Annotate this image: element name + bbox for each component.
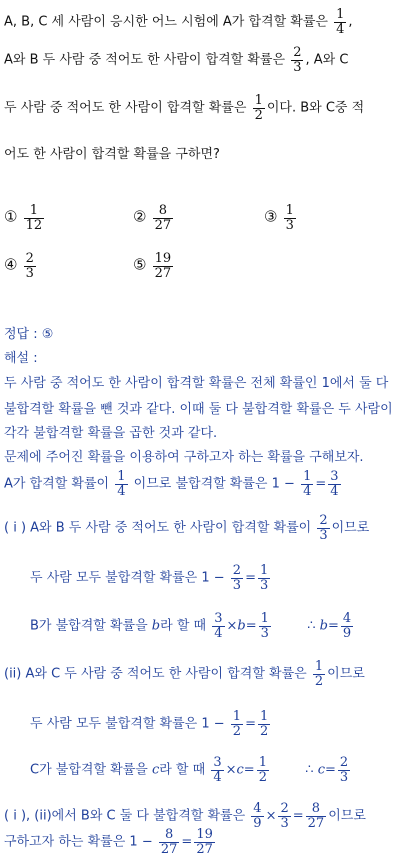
text: 두 사람 모두 불합격할 확률은 1 − <box>30 570 225 586</box>
numerator: 4 <box>342 611 352 626</box>
fraction <box>328 470 340 498</box>
numerator: 8 <box>164 827 174 842</box>
fraction <box>258 564 270 592</box>
equals: = <box>292 808 304 824</box>
variable: c <box>236 762 244 778</box>
numerator: 2 <box>339 755 349 770</box>
equals: = <box>245 618 257 634</box>
fraction <box>257 756 269 784</box>
numerator: 1 <box>259 563 269 578</box>
numerator: 2 <box>293 45 302 60</box>
therefore-symbol: ∴ <box>305 762 314 778</box>
fraction <box>301 470 313 498</box>
text: 이므로 불합격할 확률은 1 − <box>133 476 295 492</box>
text: (ii) A와 C 두 사람 중 적어도 한 사람이 합격할 확률은 <box>4 666 307 682</box>
numerator: 1 <box>29 203 38 218</box>
solution-a-line <box>4 470 343 498</box>
denominator: 3 <box>319 527 328 543</box>
numerator: 4 <box>253 801 262 816</box>
denominator: 3 <box>259 577 269 593</box>
denominator: 2 <box>258 769 267 785</box>
choice-mark: ② <box>133 207 147 226</box>
solution-paragraph-4: 문제에 주어진 확률을 이용하여 구하고자 하는 확률을 구해보자. <box>4 450 364 465</box>
equals: = <box>243 762 255 778</box>
denominator: 2 <box>314 673 324 689</box>
equals: = <box>245 716 256 732</box>
fraction <box>253 94 265 122</box>
problem-line-2 <box>4 46 348 74</box>
denominator: 4 <box>330 483 339 499</box>
solution-paragraph-1: 두 사람 중 적어도 한 사람이 합격할 확률은 전체 확률인 1에서 둘 다 <box>4 376 389 391</box>
problem-text: 두 사람 중 적어도 한 사람이 합격할 확률은 <box>4 100 247 116</box>
denominator: 3 <box>285 217 294 233</box>
numerator: 2 <box>319 513 328 528</box>
denominator: 3 <box>280 815 289 831</box>
denominator: 4 <box>213 769 222 785</box>
variable: b <box>237 618 246 634</box>
denominator: 3 <box>25 265 34 281</box>
case-i-line-3 <box>30 612 355 640</box>
numerator: 1 <box>232 709 242 724</box>
combined-line <box>4 802 366 830</box>
choice-mark: ④ <box>4 255 18 274</box>
fraction <box>334 8 346 36</box>
denominator: 27 <box>196 841 213 857</box>
denominator: 3 <box>293 59 302 75</box>
denominator: 2 <box>254 107 263 123</box>
numerator: 2 <box>25 251 34 266</box>
equals: = <box>315 476 327 492</box>
text: ( i ) A와 B 두 사람 중 적어도 한 사람이 합격할 확률이 <box>4 520 312 536</box>
fraction <box>306 802 327 830</box>
times: × <box>226 618 238 634</box>
numerator: 1 <box>258 755 267 770</box>
text: 라 할 때 <box>159 762 206 778</box>
denominator: 4 <box>117 483 126 499</box>
equals: = <box>327 618 339 634</box>
equals: = <box>245 570 256 586</box>
numerator: 1 <box>259 709 269 724</box>
problem-text: , <box>348 14 353 30</box>
numerator: 3 <box>214 611 223 626</box>
variable: c <box>151 762 160 778</box>
fraction <box>313 660 325 688</box>
fraction <box>251 802 263 830</box>
fraction <box>24 252 36 280</box>
numerator: 8 <box>158 203 167 218</box>
choice-2[interactable] <box>133 204 175 232</box>
choice-mark: ① <box>4 207 18 226</box>
fraction <box>338 756 350 784</box>
problem-text: A와 B 두 사람 중 적어도 한 사람이 합격할 확률은 <box>4 52 286 68</box>
denominator: 27 <box>307 815 325 831</box>
numerator: 19 <box>196 827 213 842</box>
choice-4[interactable] <box>4 252 38 280</box>
choice-mark: ③ <box>264 207 278 226</box>
numerator: 19 <box>154 251 172 266</box>
text: C가 불합격할 확률을 <box>30 762 148 778</box>
times: × <box>265 808 277 824</box>
problem-line-3 <box>4 94 364 122</box>
fraction <box>24 204 45 232</box>
choice-1[interactable] <box>4 204 46 232</box>
fraction <box>278 802 290 830</box>
solution-paragraph-3: 각각 불합격할 확률을 곱한 것과 같다. <box>4 426 218 441</box>
text: ( i ), (ii)에서 B와 C 둘 다 불합격할 확률은 <box>4 808 246 824</box>
numerator: 1 <box>254 93 263 108</box>
fraction <box>153 204 174 232</box>
problem-text: 이다. B와 C중 적 <box>266 100 365 116</box>
text: A가 합격할 확률이 <box>4 476 110 492</box>
equals: = <box>181 834 193 850</box>
times: × <box>225 762 237 778</box>
problem-line-1 <box>4 8 353 36</box>
text: 구하고자 하는 확률은 1 − <box>4 834 153 850</box>
fraction <box>231 710 243 738</box>
denominator: 3 <box>339 769 349 785</box>
numerator: 2 <box>280 801 289 816</box>
denominator: 4 <box>336 21 345 37</box>
fraction <box>211 756 223 784</box>
denominator: 27 <box>160 841 178 857</box>
fraction <box>317 514 329 542</box>
numerator: 1 <box>303 469 312 484</box>
denominator: 3 <box>260 625 269 641</box>
fraction <box>194 828 215 856</box>
case-ii-line-1 <box>4 660 365 688</box>
numerator: 8 <box>311 801 321 816</box>
choice-5[interactable] <box>133 252 175 280</box>
case-ii-line-2 <box>30 710 272 738</box>
numerator: 1 <box>285 203 294 218</box>
fraction <box>212 612 224 640</box>
denominator: 2 <box>232 723 242 739</box>
denominator: 27 <box>154 265 172 281</box>
variable: b <box>319 618 328 634</box>
denominator: 12 <box>25 217 43 233</box>
denominator: 4 <box>303 483 312 499</box>
numerator: 1 <box>260 611 269 626</box>
fraction <box>159 828 180 856</box>
numerator: 1 <box>336 7 345 22</box>
denominator: 4 <box>214 625 223 641</box>
equals: = <box>324 762 336 778</box>
answer-label: 정답 : ⑤ <box>4 327 54 342</box>
denominator: 9 <box>253 815 262 831</box>
text: 두 사람 모두 불합격할 확률은 1 − <box>30 716 225 732</box>
denominator: 27 <box>154 217 172 233</box>
text: 라 할 때 <box>160 618 207 634</box>
numerator: 2 <box>232 563 242 578</box>
denominator: 9 <box>342 625 352 641</box>
explanation-label: 해설 : <box>4 351 38 366</box>
problem-text: A, B, C 세 사람이 응시한 어느 시험에 A가 합격할 확률은 <box>4 14 328 30</box>
numerator: 3 <box>213 755 222 770</box>
fraction <box>284 204 296 232</box>
text: 이므로 <box>328 808 366 824</box>
problem-line-4: 어도 한 사람이 합격할 확률을 구하면? <box>4 147 220 162</box>
case-i-line-1 <box>4 514 369 542</box>
fraction <box>153 252 174 280</box>
variable: b <box>151 618 161 634</box>
fraction <box>291 46 303 74</box>
case-i-line-2 <box>30 564 272 592</box>
solution-paragraph-2: 불합격할 확률을 뺀 것과 같다. 이때 둘 다 불합격할 확률은 두 사람이 <box>4 402 393 417</box>
numerator: 3 <box>330 469 339 484</box>
fraction <box>231 564 243 592</box>
choice-3[interactable] <box>264 204 298 232</box>
case-ii-line-3 <box>30 756 352 784</box>
denominator: 2 <box>259 723 269 739</box>
text: 이므로 <box>331 520 370 536</box>
denominator: 3 <box>232 577 242 593</box>
fraction <box>115 470 127 498</box>
problem-text: , A와 C <box>305 52 349 68</box>
fraction <box>259 612 271 640</box>
numerator: 1 <box>117 469 126 484</box>
numerator: 1 <box>314 659 324 674</box>
choice-mark: ⑤ <box>133 255 147 274</box>
therefore-symbol: ∴ <box>307 618 316 634</box>
final-line <box>4 828 217 856</box>
fraction <box>258 710 270 738</box>
variable: c <box>317 762 325 778</box>
text: B가 불합격할 확률을 <box>30 618 148 634</box>
text: 이므로 <box>327 666 365 682</box>
fraction <box>341 612 353 640</box>
